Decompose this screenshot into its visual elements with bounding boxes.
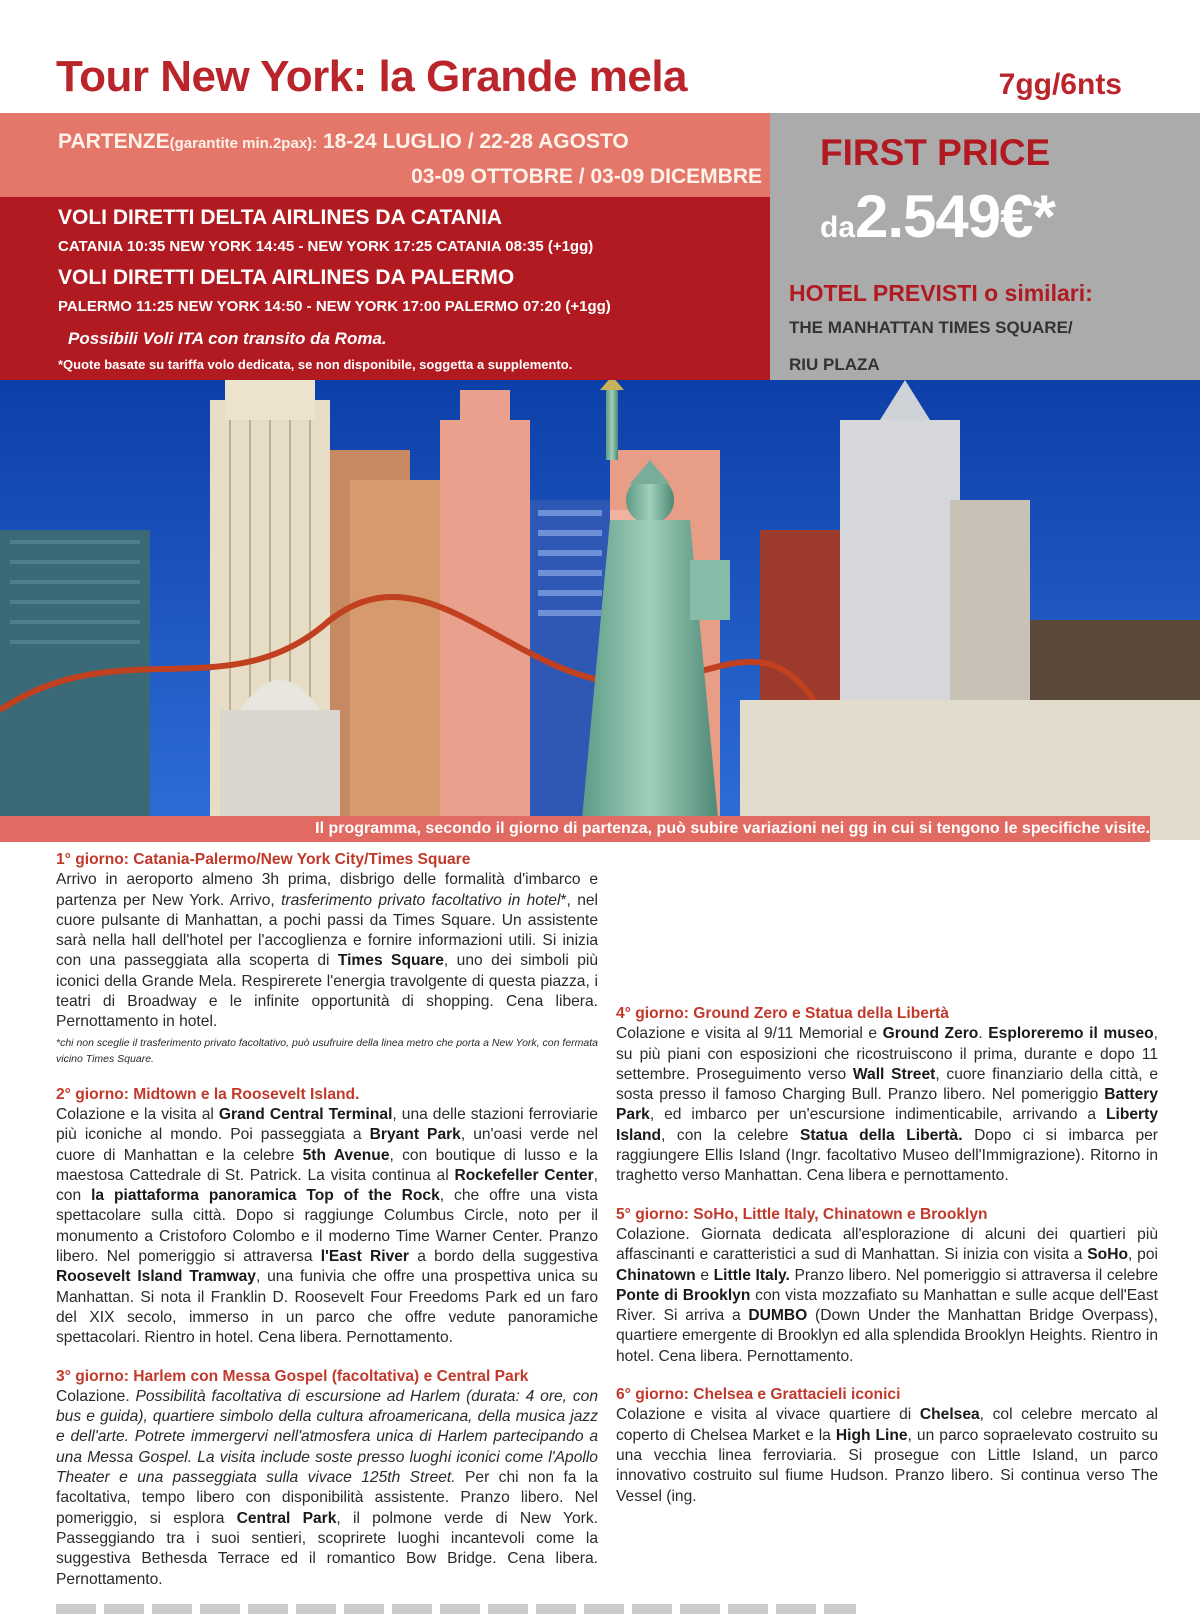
hotels-title: HOTEL PREVISTI o similari: bbox=[789, 280, 1093, 306]
departures-guarantee: (garantite min.2pax): bbox=[169, 135, 318, 152]
program-notice: Il programma, secondo il giorno di partenza, può subire variazioni nei gg in cui si tengono le specifiche visite. bbox=[0, 816, 1150, 842]
skyline-illustration bbox=[0, 380, 1200, 840]
page-title: Tour New York: la Grande mela bbox=[56, 52, 688, 101]
first-price-label: FIRST PRICE bbox=[820, 132, 1051, 173]
day4-title: 4° giorno: Ground Zero e Statua della Libertà bbox=[616, 1005, 949, 1022]
quote-note: *Quote basate su tariffa volo dedicata, se non disponibile, soggetta a supplemento. bbox=[58, 357, 573, 372]
day6-title: 6° giorno: Chelsea e Grattacieli iconici bbox=[616, 1386, 901, 1404]
day1-footnote: *chi non sceglie il trasferimento privato facoltativo, può usufruire della linea metro che porta a New York, con fermata vicino Times Square. bbox=[56, 1036, 598, 1065]
departures-label: PARTENZE bbox=[58, 130, 170, 153]
day4-text: Colazione e visita al 9/11 Memorial e Ground Zero. Esploreremo il museo, su più piani con esposizioni che ricostruiscono il prima, durante e dopo 11 settembre. Proseguimento verso Wall Street, cuore finanziario della città, e sosta presso il famoso Charging Bull. Pranzo libero. Nel pomeriggio Battery Park, ed imbarco per un'escursione indimenticabile, arrivando a Liberty Island, con la celebre Statua della Libertà. Dopo ci si imbarca per raggiungere Ellis Island (Ingr. facoltativo Museo dell'Immigrazione). Ritorno in traghetto verso Manhattan. Cena libera e pernottamento. bbox=[616, 1025, 1158, 1185]
itinerary-left-column bbox=[56, 850, 598, 1590]
flights-ita-note: Possibili Voli ITA con transito da Roma. bbox=[68, 329, 387, 348]
flights-catania-title: VOLI DIRETTI DELTA AIRLINES DA CATANIA bbox=[58, 206, 503, 229]
price-amount: 2.549€* bbox=[855, 183, 1055, 250]
day2-text: Colazione e la visita al Grand Central Terminal, una delle stazioni ferroviarie più iconiche al mondo. Poi passeggiata a Bryant Park, un'oasi verde nel cuore di Manhattan e la celebre 5th Avenue, con boutique di lusso e la maestosa Cattedrale di St. Patrick. La visita continua al Rockefeller Center, con la piattaforma panoramica Top of the Rock, che offre una vista spettacolare sulla città. Dopo si raggiunge Columbus Circle, noto per il monumento a Cristoforo Colombo e il moderno Time Warner Center. Pranzo libero. Nel pomeriggio si attraversa l'East River a bordo della suggestiva Roosevelt Island Tramway, una funivia che offre una prospettiva unica su Manhattan. Si nota il Franklin D. Roosevelt Four Freedoms Park ed un faro del XIX secolo, immerso in un parco che offre vedute panoramiche spettacolari. Rientro in hotel. Cena libera. Pernottamento. bbox=[56, 1105, 598, 1347]
flights-palermo-title: VOLI DIRETTI DELTA AIRLINES DA PALERMO bbox=[58, 266, 515, 289]
departures-line-1 bbox=[58, 130, 629, 154]
tour-duration: 7gg/6nts bbox=[998, 68, 1122, 101]
itinerary-right-column bbox=[616, 1004, 1158, 1507]
day5-title: 5° giorno: SoHo, Little Italy, Chinatown e Brooklyn bbox=[616, 1205, 988, 1223]
day1-text: Arrivo in aeroporto almeno 3h prima, disbrigo delle formalità d'imbarco e partenza per New York. Arrivo, trasferimento privato facoltativo in hotel*, nel cuore pulsante di Manhattan, a pochi passi da Times Square. Un assistente sarà nella hall dell'hotel per l'accoglienza e fornire informazioni utili. Si inizia con una passeggiata alla scoperta di Times Square, uno dei simboli più iconici della Grande Mela. Respirerete l'energia travolgente di questa piazza, i teatri di Broadway e le infinite opportunità di shopping. Cena libera. Pernottamento in hotel. bbox=[56, 871, 599, 1031]
flights-catania-times: CATANIA 10:35 NEW YORK 14:45 - NEW YORK 17:25 CATANIA 08:35 (+1gg) bbox=[58, 238, 594, 255]
day6-text: Colazione e visita al vivace quartiere di Chelsea, col celebre mercato al coperto di Chelsea Market e la High Line, un parco sopraelevato costruito su una vecchia linea ferroviaria. Si prosegue con Little Island, un parco innovativo costruito sul fiume Hudson. Pranzo libero. Si continua verso The Vessel (ing. bbox=[616, 1406, 1159, 1505]
day3-title: 3° giorno: Harlem con Messa Gospel (facoltativa) e Central Park bbox=[56, 1367, 529, 1385]
price-row bbox=[820, 182, 1055, 251]
departures-dates-1: 18-24 LUGLIO / 22-28 AGOSTO bbox=[323, 130, 629, 153]
footer-strip bbox=[56, 1604, 856, 1614]
day1-title: 1° giorno: Catania-Palermo/New York City/Times Square bbox=[56, 851, 471, 868]
day2-title: 2° giorno: Midtown e la Roosevelt Island. bbox=[56, 1085, 360, 1103]
day5-text: Colazione. Giornata dedicata all'esplorazione di alcuni dei quartieri più affascinanti e caratteristici a sud di Manhattan. Si inizia con visita a SoHo, poi Chinatown e Little Italy. Pranzo libero. Nel pomeriggio si attraversa il celebre Ponte di Brooklyn con vista mozzafiato su Manhattan e sulle acque dell'East River. Si arriva a DUMBO (Down Under the Manhattan Bridge Overpass), quartiere emergente di Brooklyn ed alla splendida Brooklyn Heights. Rientro in hotel. Cena libera. Pernottamento. bbox=[616, 1225, 1158, 1365]
hotel-2: RIU PLAZA bbox=[789, 355, 880, 374]
price-prefix: da bbox=[820, 211, 856, 244]
flights-palermo-times: PALERMO 11:25 NEW YORK 14:50 - NEW YORK 17:00 PALERMO 07:20 (+1gg) bbox=[58, 298, 611, 315]
departures-dates-2: 03-09 OTTOBRE / 03-09 DICEMBRE bbox=[411, 165, 762, 188]
hotel-1: THE MANHATTAN TIMES SQUARE/ bbox=[789, 318, 1073, 337]
day3-text-start: Colazione. Possibilità facoltativa di escursione ad Harlem (durata: 4 ore, con bus e guida), quartiere simbolo della cultura afroamericana, della musica jazz e dell'arte. Potrete immergervi nell'atmosfera unica di Harlem partecipando a una Messa Gospel. La visita include soste presso luoghi iconici come l'Apollo Theater e una passeggiata sulla vivace 125th Street. Per chi non fa la facoltativa, tempo libero con disponibilità assistente. Pranzo libero. Nel pomeriggio, si esplora Central Park, il polmone verde di New York. Passeggiando tra i suoi sentieri, scoprirete luoghi incantevoli come la suggestiva Bethesda Terrace ed il romantico Bow Bridge. Cena libera. Pernottamento. bbox=[56, 1387, 598, 1588]
hero-photo bbox=[0, 380, 1200, 840]
